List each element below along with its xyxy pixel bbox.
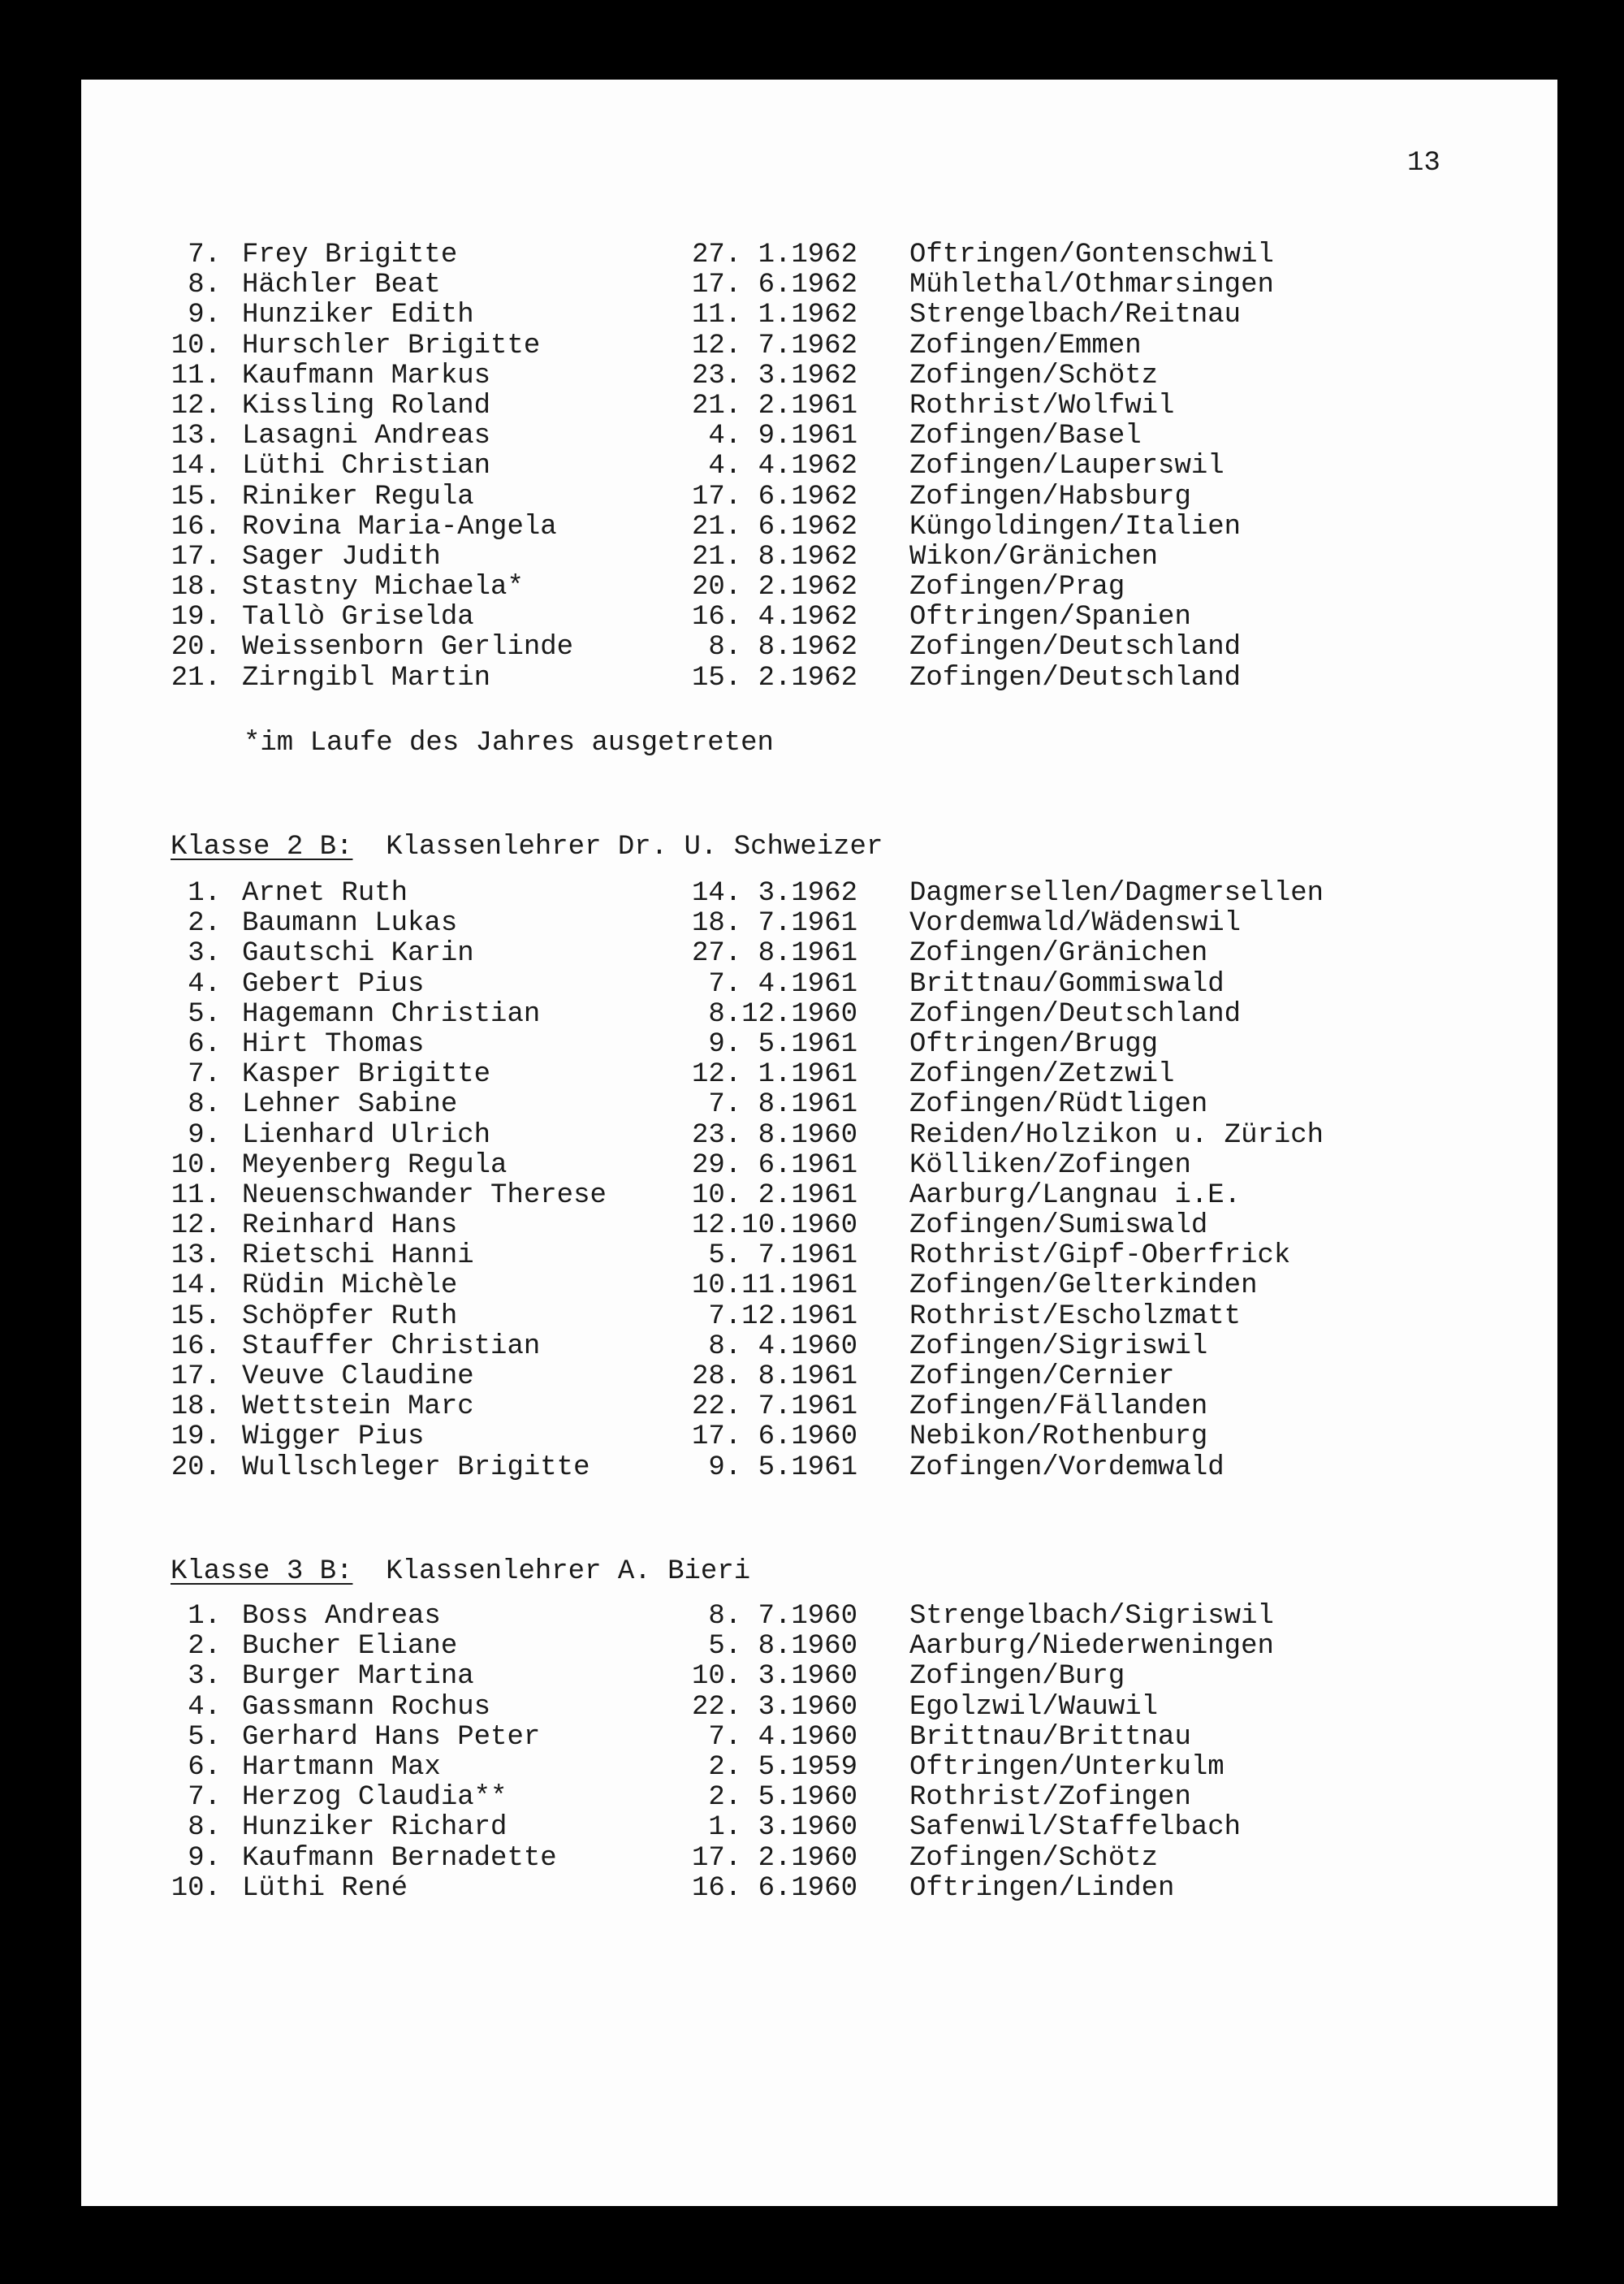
student-name: Gassmann Rochus — [242, 1691, 491, 1723]
birth-date: 29. 6.1961 — [691, 1149, 857, 1181]
student-row — [0, 391, 1624, 422]
student-name: Meyenberg Regula — [242, 1149, 508, 1181]
student-name: Stastny Michaela* — [242, 572, 524, 603]
birth-date: 12. 7.1962 — [691, 330, 857, 361]
birth-date: 17. 6.1960 — [691, 1421, 857, 1453]
home-place: Küngoldingen/Italien — [909, 511, 1242, 543]
student-row — [0, 939, 1624, 969]
student-number: 17. — [171, 541, 221, 573]
birth-date: 7. 4.1961 — [708, 968, 857, 1000]
student-row — [0, 1844, 1624, 1874]
home-place: Egolzwil/Wauwil — [909, 1691, 1159, 1723]
birth-date: 18. 7.1961 — [691, 908, 857, 940]
student-number: 10. — [171, 1149, 221, 1181]
home-place: Brittnau/Gommiswald — [909, 968, 1224, 1000]
birth-date: 23. 3.1962 — [691, 360, 857, 391]
home-place: Strengelbach/Sigriswil — [909, 1601, 1274, 1632]
student-number: 6. — [188, 1751, 221, 1783]
home-place: Kölliken/Zofingen — [909, 1149, 1191, 1181]
student-number: 8. — [188, 1089, 221, 1121]
home-place: Oftringen/Unterkulm — [909, 1751, 1224, 1783]
home-place: Aarburg/Niederweningen — [909, 1631, 1274, 1663]
page-number: 13 — [1407, 148, 1440, 179]
student-number: 11. — [171, 1179, 221, 1211]
home-place: Zofingen/Lauperswil — [909, 451, 1224, 482]
student-name: Stauffer Christian — [242, 1330, 541, 1362]
student-number: 13. — [171, 421, 221, 452]
student-row — [0, 1271, 1624, 1301]
home-place: Zofingen/Emmen — [909, 330, 1142, 361]
student-row — [0, 1693, 1624, 1723]
student-number: 6. — [188, 1028, 221, 1060]
student-number: 20. — [171, 1451, 221, 1483]
birth-date: 4. 9.1961 — [708, 421, 857, 452]
student-number: 4. — [188, 1691, 221, 1723]
class-heading-3b — [171, 1556, 750, 1587]
student-number: 7. — [188, 240, 221, 270]
home-place: Rothrist/Zofingen — [909, 1782, 1191, 1814]
home-place: Zofingen/Habsburg — [909, 481, 1191, 513]
student-number: 17. — [171, 1361, 221, 1392]
birth-date: 12.10.1960 — [691, 1210, 857, 1242]
class-heading-2b — [171, 832, 883, 863]
student-number: 2. — [188, 908, 221, 940]
student-number: 12. — [171, 1210, 221, 1242]
student-name: Herzog Claudia** — [242, 1782, 508, 1814]
student-row — [0, 1151, 1624, 1181]
student-row — [0, 452, 1624, 482]
student-number: 5. — [188, 1721, 221, 1753]
birth-date: 7. 8.1961 — [708, 1089, 857, 1121]
birth-date: 9. 5.1961 — [708, 1451, 857, 1483]
home-place: Zofingen/Zetzwil — [909, 1059, 1175, 1091]
student-row — [0, 1632, 1624, 1662]
birth-date: 8. 7.1960 — [708, 1601, 857, 1632]
home-place: Reiden/Holzikon u. Zürich — [909, 1119, 1324, 1151]
student-number: 9. — [188, 1119, 221, 1151]
student-list-3b — [0, 1602, 1624, 1904]
home-place: Zofingen/Sigriswil — [909, 1330, 1208, 1362]
home-place: Oftringen/Gontenschwil — [909, 240, 1274, 270]
student-number: 12. — [171, 390, 221, 422]
student-name: Lienhard Ulrich — [242, 1119, 491, 1151]
student-number: 7. — [188, 1782, 221, 1814]
home-place: Safenwil/Staffelbach — [909, 1812, 1242, 1844]
birth-date: 17. 6.1962 — [691, 481, 857, 513]
student-row — [0, 1813, 1624, 1843]
student-row — [0, 543, 1624, 573]
student-number: 1. — [188, 878, 221, 909]
home-place: Zofingen/Sumiswald — [909, 1210, 1208, 1242]
home-place: Zofingen/Schötz — [909, 1842, 1159, 1874]
student-number: 16. — [171, 511, 221, 543]
student-row — [0, 240, 1624, 270]
student-name: Rovina Maria-Angela — [242, 511, 557, 543]
student-list-continued — [0, 240, 1624, 694]
student-name: Hurschler Brigitte — [242, 330, 541, 361]
birth-date: 10.11.1961 — [691, 1270, 857, 1302]
student-number: 8. — [188, 270, 221, 301]
birth-date: 7. 4.1960 — [708, 1721, 857, 1753]
student-row — [0, 1241, 1624, 1271]
student-number: 1. — [188, 1601, 221, 1632]
birth-date: 9. 5.1961 — [708, 1028, 857, 1060]
student-row — [0, 513, 1624, 543]
student-number: 9. — [188, 1842, 221, 1874]
student-number: 7. — [188, 1059, 221, 1091]
student-name: Reinhard Hans — [242, 1210, 458, 1242]
student-name: Lasagni Andreas — [242, 421, 491, 452]
birth-date: 28. 8.1961 — [691, 1361, 857, 1392]
student-number: 19. — [171, 602, 221, 634]
student-name: Gebert Pius — [242, 968, 425, 1000]
birth-date: 2. 5.1959 — [708, 1751, 857, 1783]
home-place: Zofingen/Deutschland — [909, 998, 1242, 1030]
student-row — [0, 1783, 1624, 1813]
student-row — [0, 1332, 1624, 1362]
student-number: 10. — [171, 330, 221, 361]
class-label: Klasse 3 B: — [171, 1556, 353, 1587]
home-place: Rothrist/Escholzmatt — [909, 1300, 1242, 1332]
birth-date: 5. 8.1960 — [708, 1631, 857, 1663]
home-place: Zofingen/Deutschland — [909, 632, 1242, 664]
student-row — [0, 603, 1624, 633]
student-name: Boss Andreas — [242, 1601, 441, 1632]
birth-date: 11. 1.1962 — [691, 300, 857, 331]
student-row — [0, 970, 1624, 1000]
student-number: 10. — [171, 1872, 221, 1904]
home-place: Zofingen/Vordemwald — [909, 1451, 1224, 1483]
birth-date: 22. 3.1960 — [691, 1691, 857, 1723]
student-row — [0, 1121, 1624, 1151]
student-name: Lehner Sabine — [242, 1089, 458, 1121]
birth-date: 8. 4.1960 — [708, 1330, 857, 1362]
student-name: Hagemann Christian — [242, 998, 541, 1030]
student-name: Bucher Eliane — [242, 1631, 458, 1663]
student-number: 18. — [171, 572, 221, 603]
home-place: Nebikon/Rothenburg — [909, 1421, 1208, 1453]
student-row — [0, 1662, 1624, 1692]
home-place: Zofingen/Gränichen — [909, 938, 1208, 970]
student-number: 5. — [188, 998, 221, 1030]
student-name: Wettstein Marc — [242, 1391, 474, 1423]
class-label: Klasse 2 B: — [171, 832, 353, 863]
student-number: 21. — [171, 662, 221, 694]
birth-date: 5. 7.1961 — [708, 1240, 857, 1272]
student-name: Rüdin Michèle — [242, 1270, 458, 1302]
home-place: Oftringen/Linden — [909, 1872, 1175, 1904]
birth-date: 14. 3.1962 — [691, 878, 857, 909]
student-name: Hirt Thomas — [242, 1028, 425, 1060]
home-place: Rothrist/Gipf-Oberfrick — [909, 1240, 1291, 1272]
student-name: Gautschi Karin — [242, 938, 474, 970]
student-row — [0, 1362, 1624, 1392]
student-number: 2. — [188, 1631, 221, 1663]
student-number: 18. — [171, 1391, 221, 1423]
home-place: Zofingen/Gelterkinden — [909, 1270, 1258, 1302]
home-place: Zofingen/Rüdtligen — [909, 1089, 1208, 1121]
student-row — [0, 1302, 1624, 1332]
student-row — [0, 573, 1624, 603]
student-name: Hächler Beat — [242, 270, 441, 301]
home-place: Zofingen/Schötz — [909, 360, 1159, 391]
student-row — [0, 1753, 1624, 1783]
student-row — [0, 1030, 1624, 1060]
birth-date: 21. 2.1961 — [691, 390, 857, 422]
student-number: 16. — [171, 1330, 221, 1362]
student-name: Kissling Roland — [242, 390, 491, 422]
birth-date: 17. 2.1960 — [691, 1842, 857, 1874]
birth-date: 22. 7.1961 — [691, 1391, 857, 1423]
student-name: Hartmann Max — [242, 1751, 441, 1783]
student-row — [0, 633, 1624, 663]
student-number: 15. — [171, 481, 221, 513]
birth-date: 20. 2.1962 — [691, 572, 857, 603]
footnote: *im Laufe des Jahres ausgetreten — [244, 728, 774, 759]
student-row — [0, 331, 1624, 361]
home-place: Rothrist/Wolfwil — [909, 390, 1175, 422]
home-place: Zofingen/Fällanden — [909, 1391, 1208, 1423]
student-row — [0, 1723, 1624, 1753]
student-name: Arnet Ruth — [242, 878, 408, 909]
student-row — [0, 1181, 1624, 1211]
birth-date: 1. 3.1960 — [708, 1812, 857, 1844]
student-row — [0, 879, 1624, 909]
student-name: Tallò Griselda — [242, 602, 474, 634]
student-number: 11. — [171, 360, 221, 391]
birth-date: 16. 4.1962 — [691, 602, 857, 634]
student-row — [0, 1392, 1624, 1422]
student-name: Hunziker Richard — [242, 1812, 508, 1844]
home-place: Zofingen/Prag — [909, 572, 1125, 603]
home-place: Mühlethal/Othmarsingen — [909, 270, 1274, 301]
student-number: 14. — [171, 451, 221, 482]
student-row — [0, 1060, 1624, 1090]
student-name: Baumann Lukas — [242, 908, 458, 940]
student-number: 19. — [171, 1421, 221, 1453]
home-place: Dagmersellen/Dagmersellen — [909, 878, 1324, 909]
student-name: Veuve Claudine — [242, 1361, 474, 1392]
student-name: Riniker Regula — [242, 481, 474, 513]
home-place: Zofingen/Burg — [909, 1661, 1125, 1693]
student-number: 13. — [171, 1240, 221, 1272]
home-place: Strengelbach/Reitnau — [909, 300, 1242, 331]
home-place: Zofingen/Cernier — [909, 1361, 1175, 1392]
class-teacher: Klassenlehrer Dr. U. Schweizer — [386, 832, 883, 863]
student-row — [0, 1453, 1624, 1483]
birth-date: 27. 8.1961 — [691, 938, 857, 970]
student-number: 20. — [171, 632, 221, 664]
birth-date: 4. 4.1962 — [708, 451, 857, 482]
student-name: Frey Brigitte — [242, 240, 458, 270]
student-name: Hunziker Edith — [242, 300, 474, 331]
student-row — [0, 1874, 1624, 1904]
home-place: Oftringen/Spanien — [909, 602, 1191, 634]
student-name: Sager Judith — [242, 541, 441, 573]
student-name: Rietschi Hanni — [242, 1240, 474, 1272]
student-row — [0, 361, 1624, 391]
home-place: Vordemwald/Wädenswil — [909, 908, 1242, 940]
student-row — [0, 482, 1624, 513]
birth-date: 21. 8.1962 — [691, 541, 857, 573]
student-number: 8. — [188, 1812, 221, 1844]
birth-date: 15. 2.1962 — [691, 662, 857, 694]
student-name: Lüthi René — [242, 1872, 408, 1904]
home-place: Wikon/Gränichen — [909, 541, 1159, 573]
student-row — [0, 422, 1624, 452]
student-name: Lüthi Christian — [242, 451, 491, 482]
birth-date: 10. 2.1961 — [691, 1179, 857, 1211]
student-row — [0, 1211, 1624, 1241]
student-row — [0, 664, 1624, 694]
student-name: Wigger Pius — [242, 1421, 425, 1453]
birth-date: 7.12.1961 — [708, 1300, 857, 1332]
birth-date: 12. 1.1961 — [691, 1059, 857, 1091]
home-place: Zofingen/Basel — [909, 421, 1142, 452]
student-name: Wullschleger Brigitte — [242, 1451, 590, 1483]
birth-date: 10. 3.1960 — [691, 1661, 857, 1693]
student-row — [0, 1422, 1624, 1452]
home-place: Brittnau/Brittnau — [909, 1721, 1191, 1753]
student-row — [0, 301, 1624, 331]
student-list-2b — [0, 879, 1624, 1483]
student-name: Schöpfer Ruth — [242, 1300, 458, 1332]
student-row — [0, 1090, 1624, 1120]
birth-date: 23. 8.1960 — [691, 1119, 857, 1151]
student-name: Neuenschwander Therese — [242, 1179, 607, 1211]
student-name: Zirngibl Martin — [242, 662, 491, 694]
birth-date: 21. 6.1962 — [691, 511, 857, 543]
student-number: 14. — [171, 1270, 221, 1302]
student-number: 15. — [171, 1300, 221, 1332]
class-teacher: Klassenlehrer A. Bieri — [386, 1556, 751, 1587]
birth-date: 17. 6.1962 — [691, 270, 857, 301]
student-number: 3. — [188, 938, 221, 970]
student-name: Gerhard Hans Peter — [242, 1721, 541, 1753]
birth-date: 27. 1.1962 — [691, 240, 857, 270]
student-row — [0, 1602, 1624, 1632]
student-row — [0, 270, 1624, 301]
home-place: Zofingen/Deutschland — [909, 662, 1242, 694]
birth-date: 8. 8.1962 — [708, 632, 857, 664]
student-row — [0, 909, 1624, 939]
student-name: Weissenborn Gerlinde — [242, 632, 574, 664]
student-name: Kaufmann Markus — [242, 360, 491, 391]
student-name: Kaufmann Bernadette — [242, 1842, 557, 1874]
birth-date: 2. 5.1960 — [708, 1782, 857, 1814]
student-number: 4. — [188, 968, 221, 1000]
home-place: Aarburg/Langnau i.E. — [909, 1179, 1242, 1211]
birth-date: 8.12.1960 — [708, 998, 857, 1030]
student-name: Kasper Brigitte — [242, 1059, 491, 1091]
student-row — [0, 1000, 1624, 1030]
student-name: Burger Martina — [242, 1661, 474, 1693]
student-number: 9. — [188, 300, 221, 331]
student-number: 3. — [188, 1661, 221, 1693]
home-place: Oftringen/Brugg — [909, 1028, 1159, 1060]
birth-date: 16. 6.1960 — [691, 1872, 857, 1904]
